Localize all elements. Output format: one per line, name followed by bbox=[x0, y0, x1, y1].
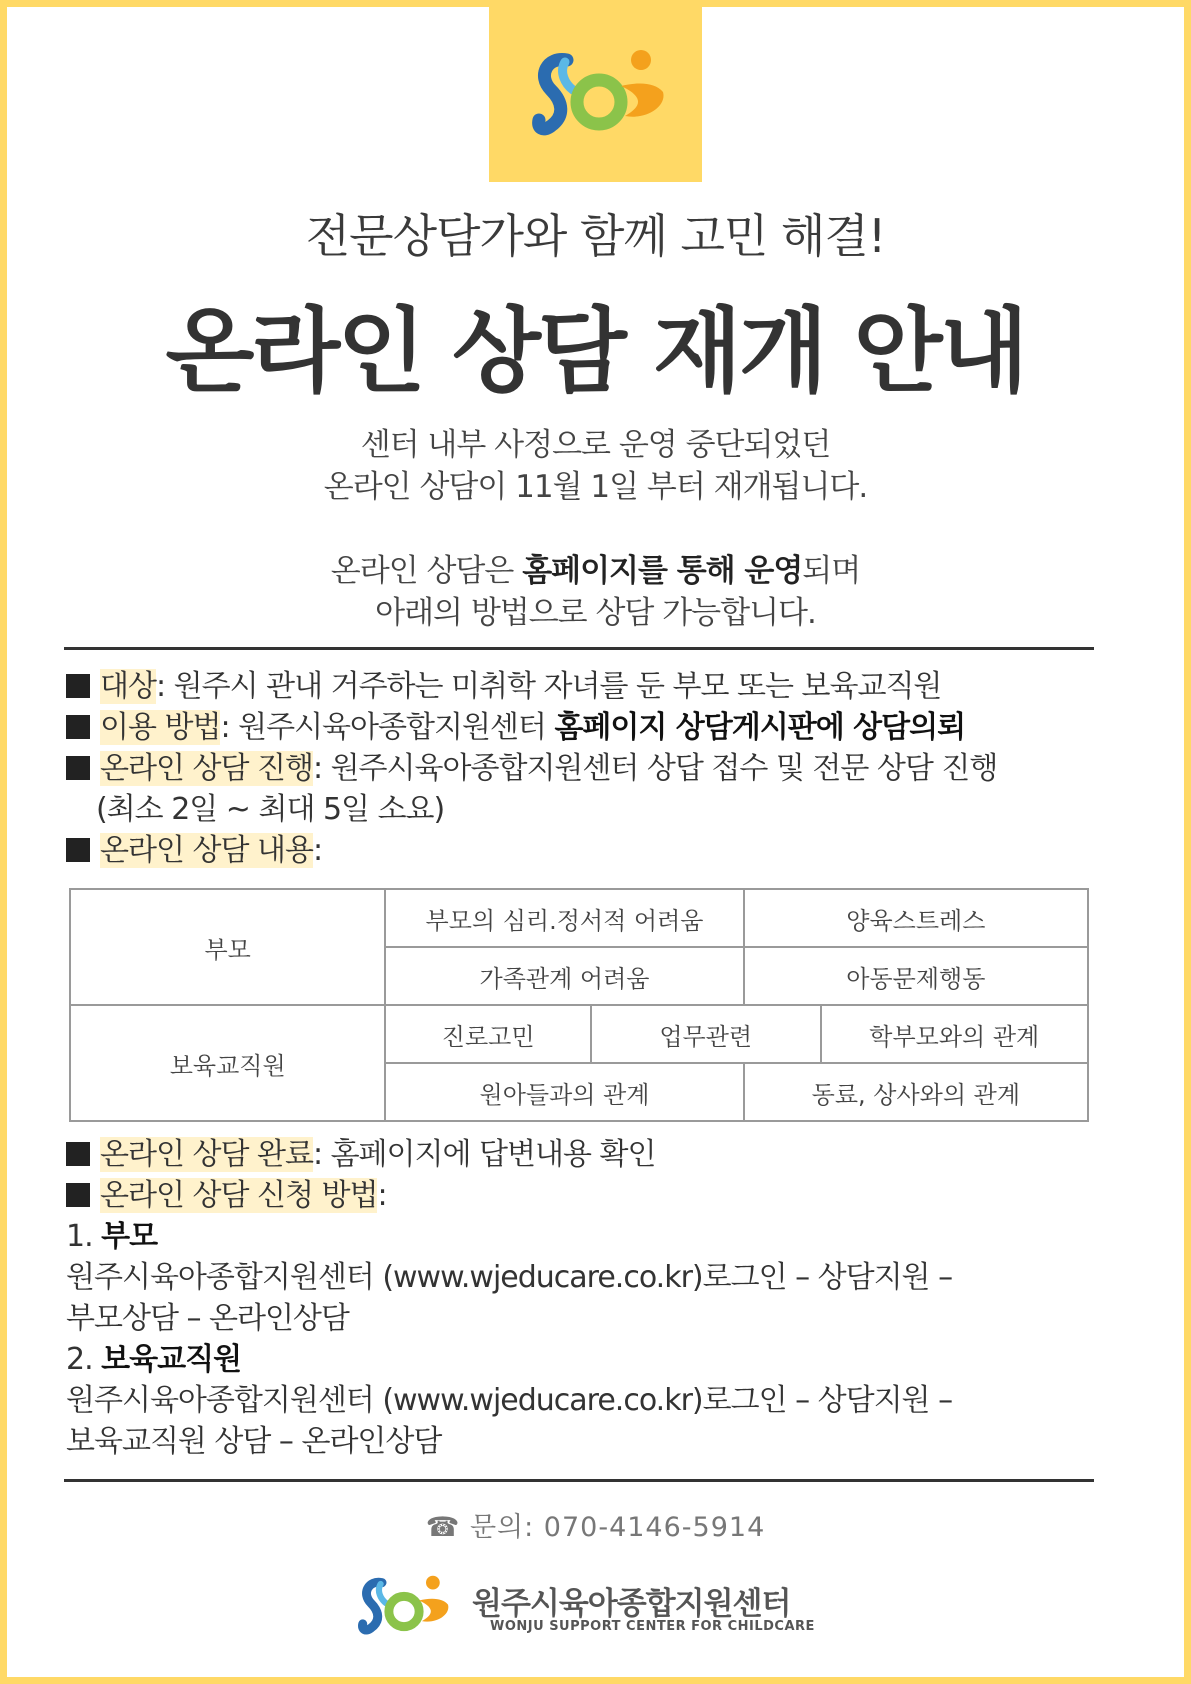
bullet-square-icon bbox=[66, 674, 90, 698]
page-title: 온라인 상담 재개 안내 bbox=[165, 298, 1026, 405]
bullet-square-icon bbox=[66, 715, 90, 739]
center-logo-icon bbox=[529, 46, 669, 142]
intro-line bbox=[0, 550, 1191, 592]
list-item bbox=[66, 748, 1126, 789]
table-row bbox=[70, 889, 1088, 947]
step-line: 원주시육아종합지원센터 (www.wjeducare.co.kr)로그인 – 상담지원 – bbox=[66, 1260, 953, 1295]
divider-top bbox=[64, 647, 1094, 650]
item-note: (최소 2일 ~ 최대 5일 소요) bbox=[96, 792, 445, 827]
page-subtitle: 전문상담가와 함께 고민 해결! bbox=[305, 209, 886, 263]
table-cell: 동료, 상사와의 관계 bbox=[744, 1063, 1088, 1121]
bullet-square-icon bbox=[66, 1142, 90, 1166]
list-item bbox=[66, 1175, 1126, 1216]
center-logo-icon bbox=[348, 1573, 460, 1639]
table-cell: 가족관계 어려움 bbox=[385, 947, 743, 1005]
table-cell: 업무관련 bbox=[591, 1005, 821, 1063]
list-item bbox=[66, 707, 1126, 748]
intro-line: 아래의 방법으로 상담 가능합니다. bbox=[375, 595, 816, 631]
item-label: 온라인 상담 신청 방법 bbox=[100, 1178, 378, 1213]
table-cell: 학부모와의 관계 bbox=[821, 1005, 1088, 1063]
table-row-header: 부모 bbox=[70, 889, 385, 1005]
bullet-square-icon bbox=[66, 1183, 90, 1207]
item-text: : 원주시육아종합지원센터 bbox=[220, 710, 555, 745]
table-row-header: 보육교직원 bbox=[70, 1005, 385, 1121]
bullet-square-icon bbox=[66, 838, 90, 862]
bullet-square-icon bbox=[66, 756, 90, 780]
apply-section bbox=[66, 1134, 1126, 1462]
intro-text-span: 온라인 상담은 bbox=[330, 553, 523, 589]
contact-text: 문의: 070-4146-5914 bbox=[460, 1512, 766, 1543]
table-cell: 양육스트레스 bbox=[744, 889, 1088, 947]
org-name-english: WONJU SUPPORT CENTER FOR CHILDCARE bbox=[490, 1619, 815, 1634]
step-title: 부모 bbox=[101, 1219, 158, 1254]
table-cell: 아동문제행동 bbox=[744, 947, 1088, 1005]
intro-emphasis: 홈페이지를 통해 운영 bbox=[522, 553, 803, 589]
list-item bbox=[66, 1134, 1126, 1175]
intro-line: 온라인 상담이 11월 1일 부터 재개됩니다. bbox=[323, 469, 868, 505]
item-text: : 홈페이지에 답변내용 확인 bbox=[312, 1137, 656, 1172]
table-cell: 원아들과의 관계 bbox=[385, 1063, 743, 1121]
list-item bbox=[66, 830, 1126, 871]
item-label: 대상 bbox=[100, 669, 156, 704]
org-name: 원주시육아종합지원센터 bbox=[472, 1586, 791, 1622]
step-heading bbox=[66, 1216, 1126, 1257]
divider-bottom bbox=[64, 1479, 1094, 1482]
step-title: 보육교직원 bbox=[101, 1342, 242, 1377]
step-line: 원주시육아종합지원센터 (www.wjeducare.co.kr)로그인 – 상담지원 – bbox=[66, 1383, 953, 1418]
item-label: 온라인 상담 내용 bbox=[100, 833, 313, 868]
step-number: 2. bbox=[66, 1342, 102, 1377]
item-emphasis: 홈페이지 상담게시판에 상담의뢰 bbox=[554, 710, 966, 745]
step-number: 1. bbox=[66, 1219, 102, 1254]
item-text: : 원주시 관내 거주하는 미취학 자녀를 둔 부모 또는 보육교직원 bbox=[155, 669, 942, 704]
step-line: 보육교직원 상담 – 온라인상담 bbox=[66, 1424, 442, 1459]
item-text: : bbox=[377, 1178, 387, 1213]
table-cell: 부모의 심리.정서적 어려움 bbox=[385, 889, 743, 947]
phone-icon: ☎ bbox=[425, 1512, 461, 1543]
step-line: 부모상담 – 온라인상담 bbox=[66, 1301, 349, 1336]
intro-line: 센터 내부 사정으로 운영 중단되었던 bbox=[360, 427, 831, 463]
table-row bbox=[70, 1005, 1088, 1063]
table-cell: 진로고민 bbox=[385, 1005, 591, 1063]
logo-tab bbox=[489, 6, 702, 182]
item-label: 온라인 상담 완료 bbox=[100, 1137, 313, 1172]
intro-text bbox=[0, 424, 1191, 634]
contact-info bbox=[0, 1505, 1191, 1544]
item-text: : 원주시육아종합지원센터 상답 접수 및 전문 상담 진행 bbox=[312, 751, 998, 786]
intro-text-span: 되며 bbox=[802, 553, 861, 589]
consult-topics-table bbox=[69, 888, 1089, 1122]
list-item bbox=[66, 666, 1126, 707]
info-list bbox=[66, 666, 1126, 871]
item-text: : bbox=[312, 833, 323, 868]
item-label: 온라인 상담 진행 bbox=[100, 751, 313, 786]
item-label: 이용 방법 bbox=[100, 710, 221, 745]
step-heading bbox=[66, 1339, 1126, 1380]
